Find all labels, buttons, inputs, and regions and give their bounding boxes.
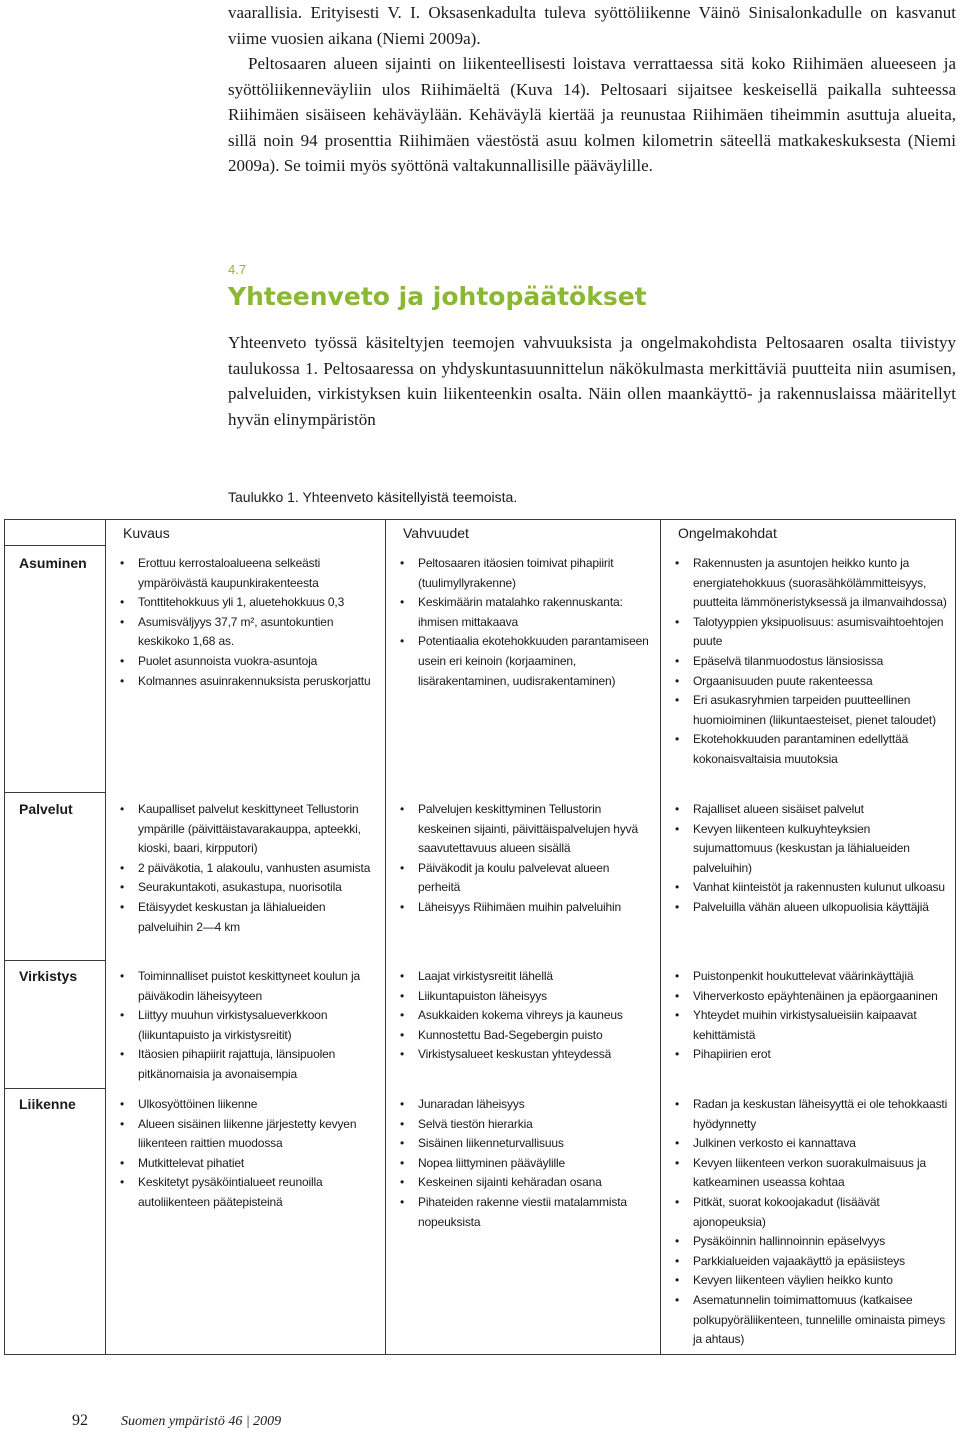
list-item: • Laajat virkistysreitit lähellä xyxy=(398,967,653,987)
cell-palvelut-vahvuudet xyxy=(398,800,653,918)
list-item: • Etäisyydet keskustan ja lähialueiden palveluihin 2—4 km xyxy=(118,898,376,937)
cell-liikenne-kuvaus xyxy=(118,1095,376,1213)
intro-paragraph-1: vaarallisia. Erityisesti V. I. Oksasenkadulta tuleva syöttöliikenne Väinö Sinisalonkadulle on kasvanut viime vuosien aikana (Niemi 2009a). xyxy=(228,3,956,48)
list-item: • Eri asukasryhmien tarpeiden puutteellinen huomioiminen (liikuntaesteiset, pienet taloudet) xyxy=(673,691,948,730)
cell-virkistys-vahvuudet xyxy=(398,967,653,1065)
list-item: • Päiväkodit ja koulu palvelevat alueen perheitä xyxy=(398,859,653,898)
publication-info: Suomen ympäristö 46 | 2009 xyxy=(121,1414,282,1429)
list-item: • Liikuntapuiston läheisyys xyxy=(398,987,653,1007)
list-item: • Toiminnalliset puistot keskittyneet koulun ja päiväkodin läheisyyteen xyxy=(118,967,376,1006)
header-vahvuudet: Vahvuudet xyxy=(403,525,469,541)
list-item: • Nopea liittyminen pääväylille xyxy=(398,1154,653,1174)
list-item: • Kevyen liikenteen kulkuyhteyksien sujumattomuus (keskustan ja lähialueiden palveluihin) xyxy=(673,820,948,879)
list-item: • Potentiaalia ekotehokkuuden parantamiseen usein eri keinoin (korjaaminen, lisärakentaminen, uudisrakentaminen) xyxy=(398,632,653,691)
list-item: • Asukkaiden kokema vihreys ja kauneus xyxy=(398,1006,653,1026)
intro-paragraph-2: Peltosaaren alueen sijainti on liikenteellisesti loistava verrattaessa sitä koko Riihimäen alueeseen ja syöttöliikenneväyliin ulos Riihimäeltä (Kuva 14). Peltosaari sijaitsee keskeisellä paikalla suhteessa Riihimäen sisäiseen kehäväylään. Kehäväylä kiertää ja reunustaa Riihimäen tiheimmin asuttuja alueita, sillä noin 94 prosenttia Riihimäen väestöstä asuu kolmen kilometrin säteellä matkakeskuksesta (Niemi 2009a). Se toimii myös syöttönä valtakunnallisille pääväylille. xyxy=(228,54,956,175)
list-item: • 2 päiväkotia, 1 alakoulu, vanhusten asumista xyxy=(118,859,376,879)
cell-virkistys-ongelmakohdat xyxy=(673,967,948,1065)
list-item: • Selvä tiestön hierarkia xyxy=(398,1115,653,1135)
list-item: • Pihapiirien erot xyxy=(673,1045,948,1065)
list-item: • Puolet asunnoista vuokra-asuntoja xyxy=(118,652,376,672)
list-item: • Asumisväljyys 37,7 m², asuntokuntien keskikoko 1,68 as. xyxy=(118,613,376,652)
list-item: • Kunnostettu Bad-Segebergin puisto xyxy=(398,1026,653,1046)
list-item: • Sisäinen liikenneturvallisuus xyxy=(398,1134,653,1154)
section-title: Yhteenveto ja johtopäätökset xyxy=(228,282,647,311)
list-item: • Julkinen verkosto ei kannattava xyxy=(673,1134,948,1154)
list-item: • Pihateiden rakenne viestii matalammista nopeuksista xyxy=(398,1193,653,1232)
cell-palvelut-ongelmakohdat xyxy=(673,800,948,918)
intro-text xyxy=(228,0,956,179)
list-item: • Palveluilla vähän alueen ulkopuolisia käyttäjiä xyxy=(673,898,948,918)
cell-asuminen-vahvuudet xyxy=(398,554,653,691)
list-item: • Liittyy muuhun virkistysalueverkkoon (liikuntapuisto ja virkistysreitit) xyxy=(118,1006,376,1045)
list-item: • Vanhat kiinteistöt ja rakennusten kulunut ulkoasu xyxy=(673,878,948,898)
cell-palvelut-kuvaus xyxy=(118,800,376,937)
cell-virkistys-kuvaus xyxy=(118,967,376,1085)
list-item: • Erottuu kerrostaloalueena selkeästi ympäröivästä kaupunkirakenteesta xyxy=(118,554,376,593)
header-ongelmakohdat: Ongelmakohdat xyxy=(678,525,777,541)
list-item: • Kevyen liikenteen väylien heikko kunto xyxy=(673,1271,948,1291)
list-item: • Läheisyys Riihimäen muihin palveluihin xyxy=(398,898,653,918)
list-item: • Pitkät, suorat kokoojakadut (lisäävät ajonopeuksia) xyxy=(673,1193,948,1232)
list-item: • Rakennusten ja asuntojen heikko kunto ja energiatehokkuus (suorasähkölämmitteisyys, puutteita lämmöneristyksessä ja ilmanvaihdossa) xyxy=(673,554,948,613)
list-item: • Kevyen liikenteen verkon suorakulmaisuus ja katkeaminen useassa kohtaa xyxy=(673,1154,948,1193)
cell-asuminen-ongelmakohdat xyxy=(673,554,948,770)
row-label-liikenne: Liikenne xyxy=(19,1096,76,1112)
list-item: • Orgaanisuuden puute rakenteessa xyxy=(673,672,948,692)
list-item: • Talotyyppien yksipuolisuus: asumisvaihtoehtojen puute xyxy=(673,613,948,652)
list-item: • Radan ja keskustan läheisyyttä ei ole tehokkaasti hyödynnetty xyxy=(673,1095,948,1134)
list-item: • Pysäköinnin hallinnoinnin epäselvyys xyxy=(673,1232,948,1252)
list-item: • Rajalliset alueen sisäiset palvelut xyxy=(673,800,948,820)
cell-liikenne-ongelmakohdat xyxy=(673,1095,948,1350)
table-caption: Taulukko 1. Yhteenveto käsitellyistä teemoista. xyxy=(228,489,518,505)
row-label-palvelut: Palvelut xyxy=(19,801,73,817)
list-item: • Kolmannes asuinrakennuksista peruskorjattu xyxy=(118,672,376,692)
list-item: • Seurakuntakoti, asukastupa, nuorisotila xyxy=(118,878,376,898)
list-item: • Viherverkosto epäyhtenäinen ja epäorgaaninen xyxy=(673,987,948,1007)
list-item: • Tonttitehokkuus yli 1, aluetehokkuus 0,3 xyxy=(118,593,376,613)
list-item: • Peltosaaren itäosien toimivat pihapiirit (tuulimyllyrakenne) xyxy=(398,554,653,593)
row-divider xyxy=(5,792,105,793)
column-divider xyxy=(105,520,106,1354)
list-item: • Parkkialueiden vajaakäyttö ja epäsiisteys xyxy=(673,1252,948,1272)
row-divider xyxy=(5,545,105,546)
header-kuvaus: Kuvaus xyxy=(123,525,170,541)
section-number: 4.7 xyxy=(228,262,247,277)
list-item: • Puistonpenkit houkuttelevat väärinkäyttäjiä xyxy=(673,967,948,987)
list-item: • Keskimäärin matalahko rakennuskanta: ihmisen mittakaava xyxy=(398,593,653,632)
list-item: • Itäosien pihapiirit rajattuja, länsipuolen pitkänomaisia ja avonaisempia xyxy=(118,1045,376,1084)
list-item: • Kaupalliset palvelut keskittyneet Tellustorin ympärille (päivittäistavarakauppa, apteekki, kioski, baari, kirpputori) xyxy=(118,800,376,859)
column-divider xyxy=(385,520,386,1354)
row-label-virkistys: Virkistys xyxy=(19,968,78,984)
column-divider xyxy=(660,520,661,1354)
summary-table xyxy=(4,519,956,1355)
list-item: • Alueen sisäinen liikenne järjestetty kevyen liikenteen raittien muodossa xyxy=(118,1115,376,1154)
row-divider xyxy=(5,1088,105,1089)
list-item: • Keskitetyt pysäköintialueet reunoilla autoliikenteen päätepisteinä xyxy=(118,1173,376,1212)
list-item: • Palvelujen keskittyminen Tellustorin keskeinen sijainti, päivittäispalvelujen hyvä saavutettavuus alueen sisällä xyxy=(398,800,653,859)
section-summary: Yhteenveto työssä käsiteltyjen teemojen vahvuuksista ja ongelmakohdista Peltosaaren osalta tiivistyy taulukossa 1. Peltosaaressa on yhdyskuntasuunnittelun näkökulmasta merkittäviä puutteita niin asumisen, palveluiden, virkistyksen kuin liikenteenkin osalta. Näin ollen maankäyttö- ja rakennuslaissa määritellyt hyvän elinympäristön xyxy=(228,333,956,429)
list-item: • Mutkittelevat pihatiet xyxy=(118,1154,376,1174)
list-item: • Epäselvä tilanmuodostus länsiosissa xyxy=(673,652,948,672)
cell-liikenne-vahvuudet xyxy=(398,1095,653,1232)
list-item: • Ekotehokkuuden parantaminen edellyttää kokonaisvaltaisia muutoksia xyxy=(673,730,948,769)
list-item: • Asematunnelin toimimattomuus (katkaisee polkupyöräliikenteen, tunnelille ominaista pimeys ja ahtaus) xyxy=(673,1291,948,1350)
list-item: • Yhteydet muihin virkistysalueisiin kaipaavat kehittämistä xyxy=(673,1006,948,1045)
list-item: • Ulkosyöttöinen liikenne xyxy=(118,1095,376,1115)
list-item: • Virkistysalueet keskustan yhteydessä xyxy=(398,1045,653,1065)
cell-asuminen-kuvaus xyxy=(118,554,376,691)
list-item: • Keskeinen sijainti kehäradan osana xyxy=(398,1173,653,1193)
row-divider xyxy=(5,960,105,961)
list-item: • Junaradan läheisyys xyxy=(398,1095,653,1115)
page-number: 92 xyxy=(72,1412,88,1429)
row-label-asuminen: Asuminen xyxy=(19,555,87,571)
